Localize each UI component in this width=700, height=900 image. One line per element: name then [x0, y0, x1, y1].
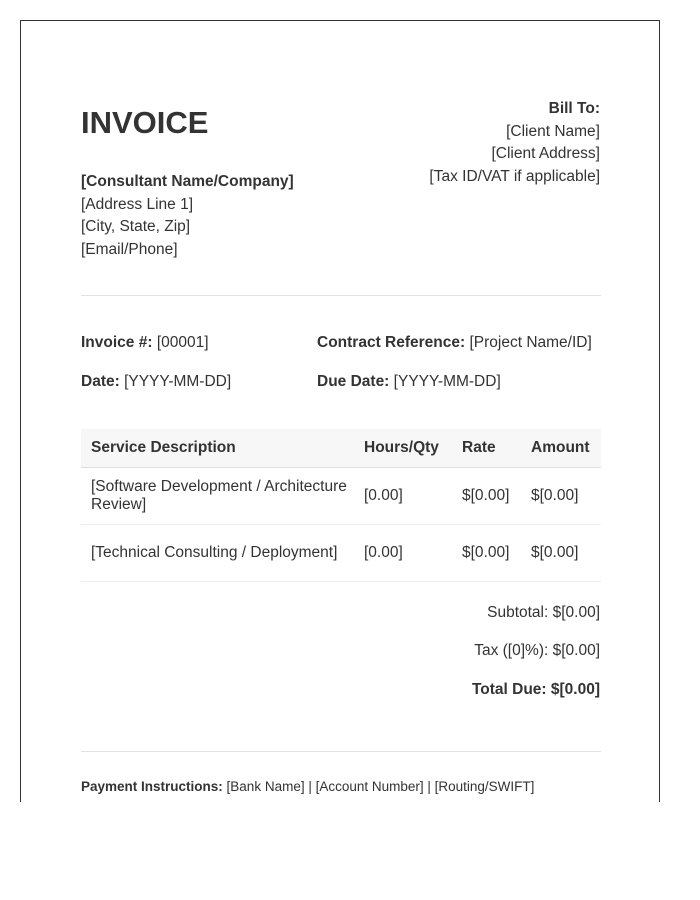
- invoice-date-value: [YYYY-MM-DD]: [124, 373, 232, 390]
- contract-reference-label: Contract Reference:: [317, 334, 466, 351]
- row-rate: $[0.00]: [452, 468, 521, 525]
- total-due: Total Due: $[0.00]: [471, 681, 600, 698]
- due-date: [317, 373, 501, 391]
- invoice-number-label: Invoice #:: [81, 334, 153, 351]
- client-address: [Client Address]: [491, 145, 600, 162]
- service-items-table: [81, 429, 601, 582]
- row-qty: [0.00]: [354, 468, 452, 525]
- payment-instructions: [81, 779, 534, 794]
- tax-total: Tax ([0]%): $[0.00]: [474, 642, 600, 659]
- table-row: [81, 468, 601, 525]
- payment-instructions-details: [Bank Name] | [Account Number] | [Routing/SWIFT]: [226, 779, 535, 794]
- invoice-number: [81, 334, 209, 352]
- row-description: [Software Development / Architecture Review]: [81, 468, 354, 525]
- column-header-hours-qty: Hours/Qty: [354, 429, 452, 468]
- bill-to-block: [429, 98, 600, 188]
- consultant-address-line-1: [Address Line 1]: [81, 195, 194, 213]
- client-tax-id: [Tax ID/VAT if applicable]: [429, 167, 600, 185]
- consultant-name: [Consultant Name/Company]: [81, 173, 294, 190]
- column-header-rate: Rate: [452, 429, 521, 468]
- column-header-service-description: Service Description: [81, 429, 354, 468]
- invoice-title: INVOICE: [81, 105, 209, 140]
- invoice-date-label: Date:: [81, 373, 120, 390]
- table-header-row: [81, 429, 601, 468]
- due-date-label: Due Date:: [317, 373, 390, 390]
- consultant-contact: [Email/Phone]: [81, 240, 178, 258]
- header-divider: [81, 295, 601, 296]
- row-qty: [0.00]: [354, 525, 452, 582]
- consultant-city-state-zip: [City, State, Zip]: [81, 218, 191, 235]
- table-row: [81, 525, 601, 582]
- consultant-block: [81, 171, 294, 261]
- payment-instructions-label: Payment Instructions:: [81, 779, 223, 794]
- invoice-number-value: [00001]: [156, 334, 209, 351]
- invoice-date: [81, 373, 231, 391]
- invoice-page: [20, 20, 660, 802]
- row-amount: $[0.00]: [521, 468, 601, 525]
- subtotal: Subtotal: $[0.00]: [487, 604, 600, 621]
- footer-divider: [81, 751, 601, 752]
- row-amount: $[0.00]: [521, 525, 601, 582]
- column-header-amount: Amount: [521, 429, 601, 468]
- client-name: [Client Name]: [506, 122, 600, 140]
- row-description: [Technical Consulting / Deployment]: [81, 525, 354, 582]
- row-rate: $[0.00]: [452, 525, 521, 582]
- due-date-value: [YYYY-MM-DD]: [393, 373, 501, 390]
- contract-reference-value: [Project Name/ID]: [469, 334, 592, 351]
- contract-reference: [317, 334, 592, 352]
- bill-to-label: Bill To:: [548, 100, 600, 117]
